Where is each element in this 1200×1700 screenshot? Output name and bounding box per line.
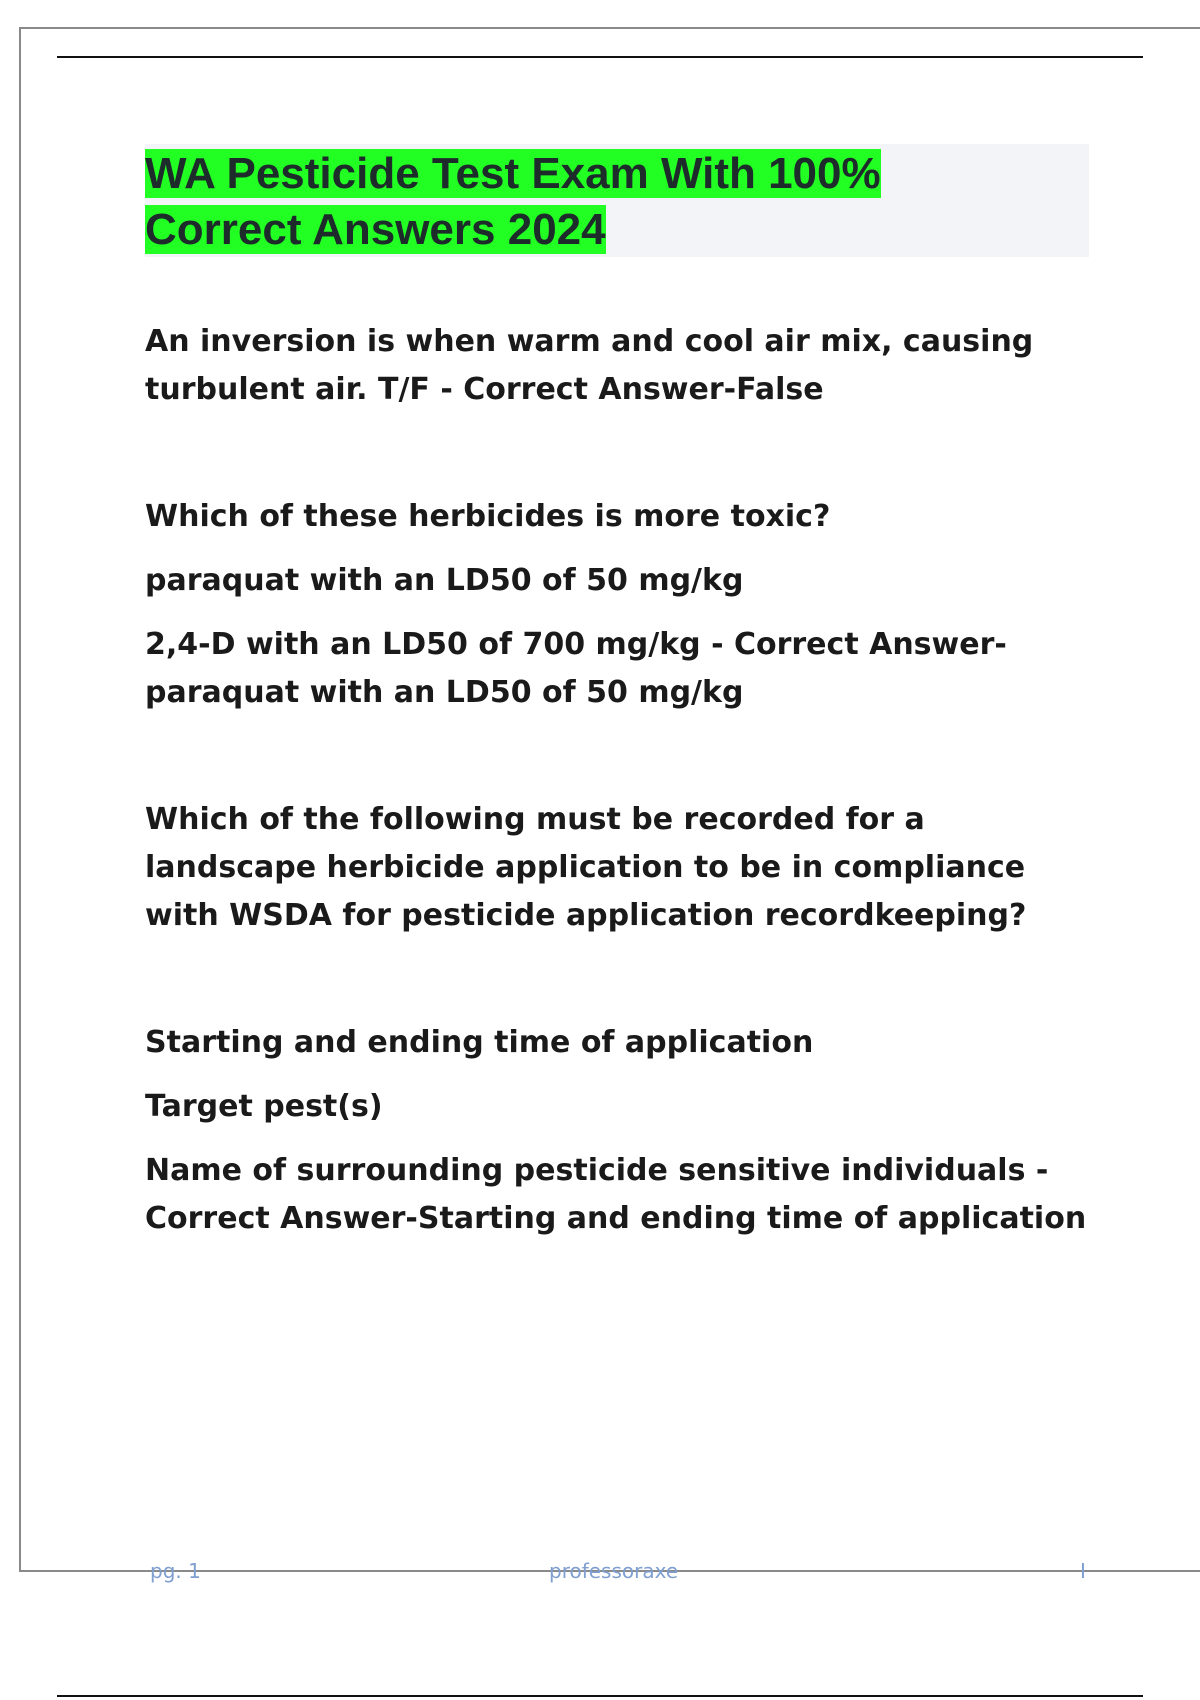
title-line-1: WA Pesticide Test Exam With 100% (145, 149, 881, 198)
spacer (145, 940, 1095, 1019)
spacer (145, 414, 1095, 493)
qa-2-option-1: paraquat with an LD50 of 50 mg/kg (145, 563, 744, 598)
top-rule (57, 56, 1143, 58)
document-title (145, 144, 1089, 258)
spacer (145, 1131, 1095, 1147)
title-block (145, 144, 1089, 257)
qa-2-option-2-answer: 2,4-D with an LD50 of 700 mg/kg - Correct Answer-paraquat with an LD50 of 50 mg/kg (145, 627, 1007, 710)
spacer (145, 541, 1095, 557)
bottom-rule (57, 1695, 1143, 1697)
title-line-2: Correct Answers 2024 (145, 205, 606, 254)
qa-4-option-3-answer: Name of surrounding pesticide sensitive individuals - Correct Answer-Starting and ending time of application (145, 1153, 1087, 1236)
footer-page-number: pg. 1 (150, 1559, 201, 1583)
spacer (145, 1067, 1095, 1083)
qa-4-option-1: Starting and ending time of application (145, 1025, 814, 1060)
footer-author: professoraxe (549, 1559, 679, 1583)
spacer (145, 717, 1095, 796)
qa-3-question: Which of the following must be recorded for a landscape herbicide application to be in compliance with WSDA for pesticide application recordkeeping? (145, 802, 1027, 933)
spacer (145, 605, 1095, 621)
document-body (145, 318, 1095, 1243)
qa-4-option-2: Target pest(s) (145, 1089, 383, 1124)
qa-2-question: Which of these herbicides is more toxic? (145, 499, 831, 534)
footer-mark: I (1080, 1559, 1086, 1583)
qa-1-question: An inversion is when warm and cool air mix, causing turbulent air. T/F - Correct Answer-False (145, 324, 1034, 407)
